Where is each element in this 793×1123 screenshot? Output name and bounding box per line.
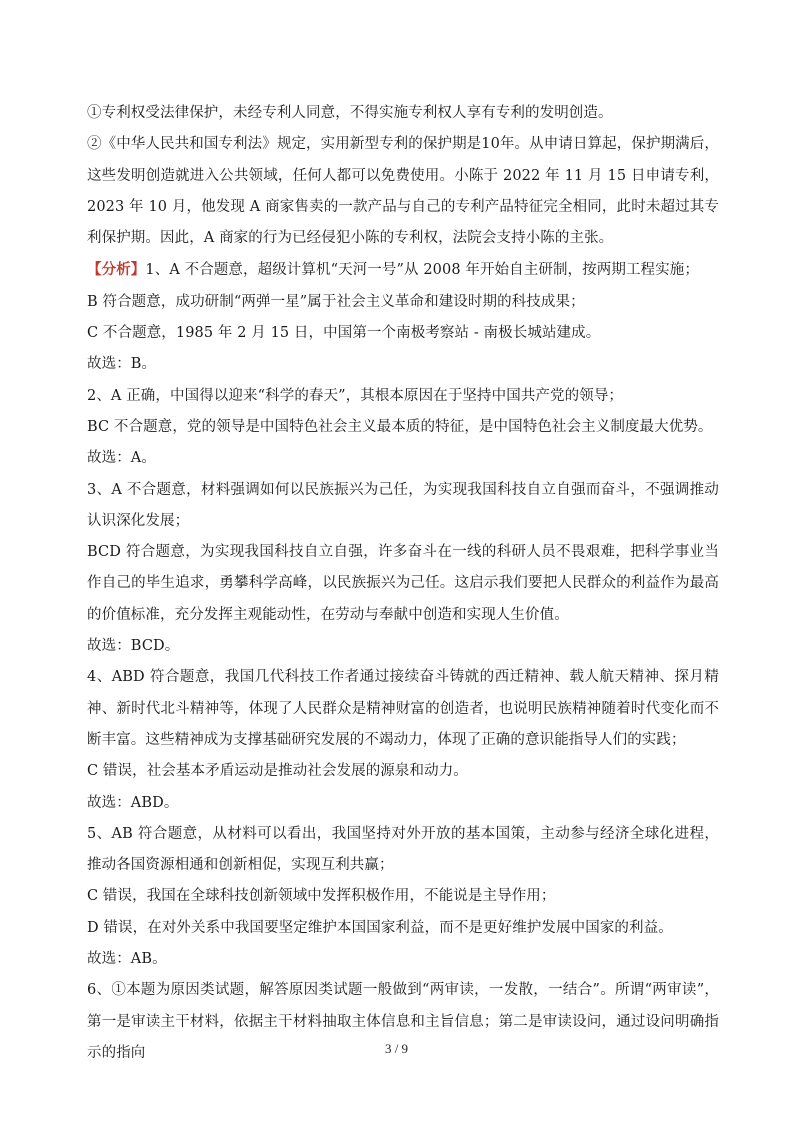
analysis-tag: 【分析】: [87, 261, 146, 279]
paragraph-q5-c: C 错误，我国在全球科技创新领域中发挥积极作用，不能说是主导作用；: [87, 888, 556, 905]
paragraph-q4-c: C 错误，社会基本矛盾运动是推动社会发展的源泉和动力。: [87, 763, 468, 780]
answer-q1: 故选：B。: [87, 356, 157, 373]
paragraph-q6: 6、①本题为原因类试题，解答原因类试题一般做到“两审读，一发散，一结合”。所谓“两审读”，第一是审读主干材料，依据主干材料抽取主体信息和主旨信息；第二是审读设问，通过设问明确指示的指向: [87, 982, 719, 1061]
answer-q4: 故选：ABD。: [87, 794, 179, 811]
paragraph-q1-c: C 不合题意，1985 年 2 月 15 日，中国第一个南极考察站 - 南极长城站建成。: [87, 325, 601, 342]
paragraph-analysis-1: [87, 254, 719, 286]
paragraph-q3-bcd: BCD 符合题意，为实现我国科技自立自强，许多奋斗在一线的科研人员不畏艰难，把科学事业当作自己的毕生追求，勇攀科学高峰，以民族振兴为己任。这启示我们要把人民群众的利益作为最高的价值标准，充分发挥主观能动性，在劳动与奉献中创造和实现人生价值。: [87, 544, 719, 623]
answer-q3: 故选：BCD。: [87, 638, 180, 655]
paragraph-q5-ab: 5、AB 符合题意，从材料可以看出，我国坚持对外开放的基本国策，主动参与经济全球化进程，推动各国资源相通和创新相促，实现互利共赢；: [87, 825, 719, 874]
paragraph-patent-2: ②《中华人民共和国专利法》规定，实用新型专利的保护期是10年。从申请日算起，保护期满后，这些发明创造就进入公共领域，任何人都可以免费使用。小陈于 2022 年 11 月 15 日申请专利，2023 年 10 月，他发现 A 商家售卖的一款产品与自己的专利产品特征完全相同，此时未超过其专利保护期。因此，A 商家的行为已经侵犯小陈的专利权，法院会支持小陈的主张。: [87, 136, 719, 247]
paragraph-patent-1: ①专利权受法律保护，未经专利人同意，不得实施专利权人享有专利的发明创造。: [87, 105, 613, 121]
answer-q2: 故选：A。: [87, 450, 156, 467]
paragraph-q3-a: 3、A 不合题意，材料强调如何以民族振兴为己任，为实现我国科技自立自强而奋斗，不强调推动认识深化发展；: [87, 481, 719, 529]
paragraph-q4-abd: 4、ABD 符合题意，我国几代科技工作者通过接续奋斗铸就的西迁精神、载人航天精神、探月精神、新时代北斗精神等，体现了人民群众是精神财富的创造者，也说明民族精神随着时代变化而不断丰富。这些精神成为支撑基础研究发展的不竭动力，体现了正确的意识能指导人们的实践；: [87, 669, 719, 748]
page-number: 3 / 9: [384, 1041, 409, 1056]
paragraph-q5-d: D 错误，在对外关系中我国要坚定维护本国国家利益，而不是更好维护发展中国家的利益。: [87, 919, 673, 936]
analysis-text: 1、A 不合题意，超级计算机“天河一号”从 2008 年开始自主研制，按两期工程实施；: [145, 262, 699, 279]
paragraph-q2-a: 2、A 正确，中国得以迎来“科学的春天”，其根本原因在于坚持中国共产党的领导；: [87, 387, 624, 404]
answer-q5: 故选：AB。: [87, 951, 167, 968]
document-body: [87, 98, 719, 1069]
paragraph-q2-bc: BC 不合题意，党的领导是中国特色社会主义最本质的特征，是中国特色社会主义制度最大优势。: [87, 418, 713, 435]
paragraph-q1-b: B 符合题意，成功研制“两弹一星”属于社会主义革命和建设时期的科技成果；: [87, 293, 585, 310]
